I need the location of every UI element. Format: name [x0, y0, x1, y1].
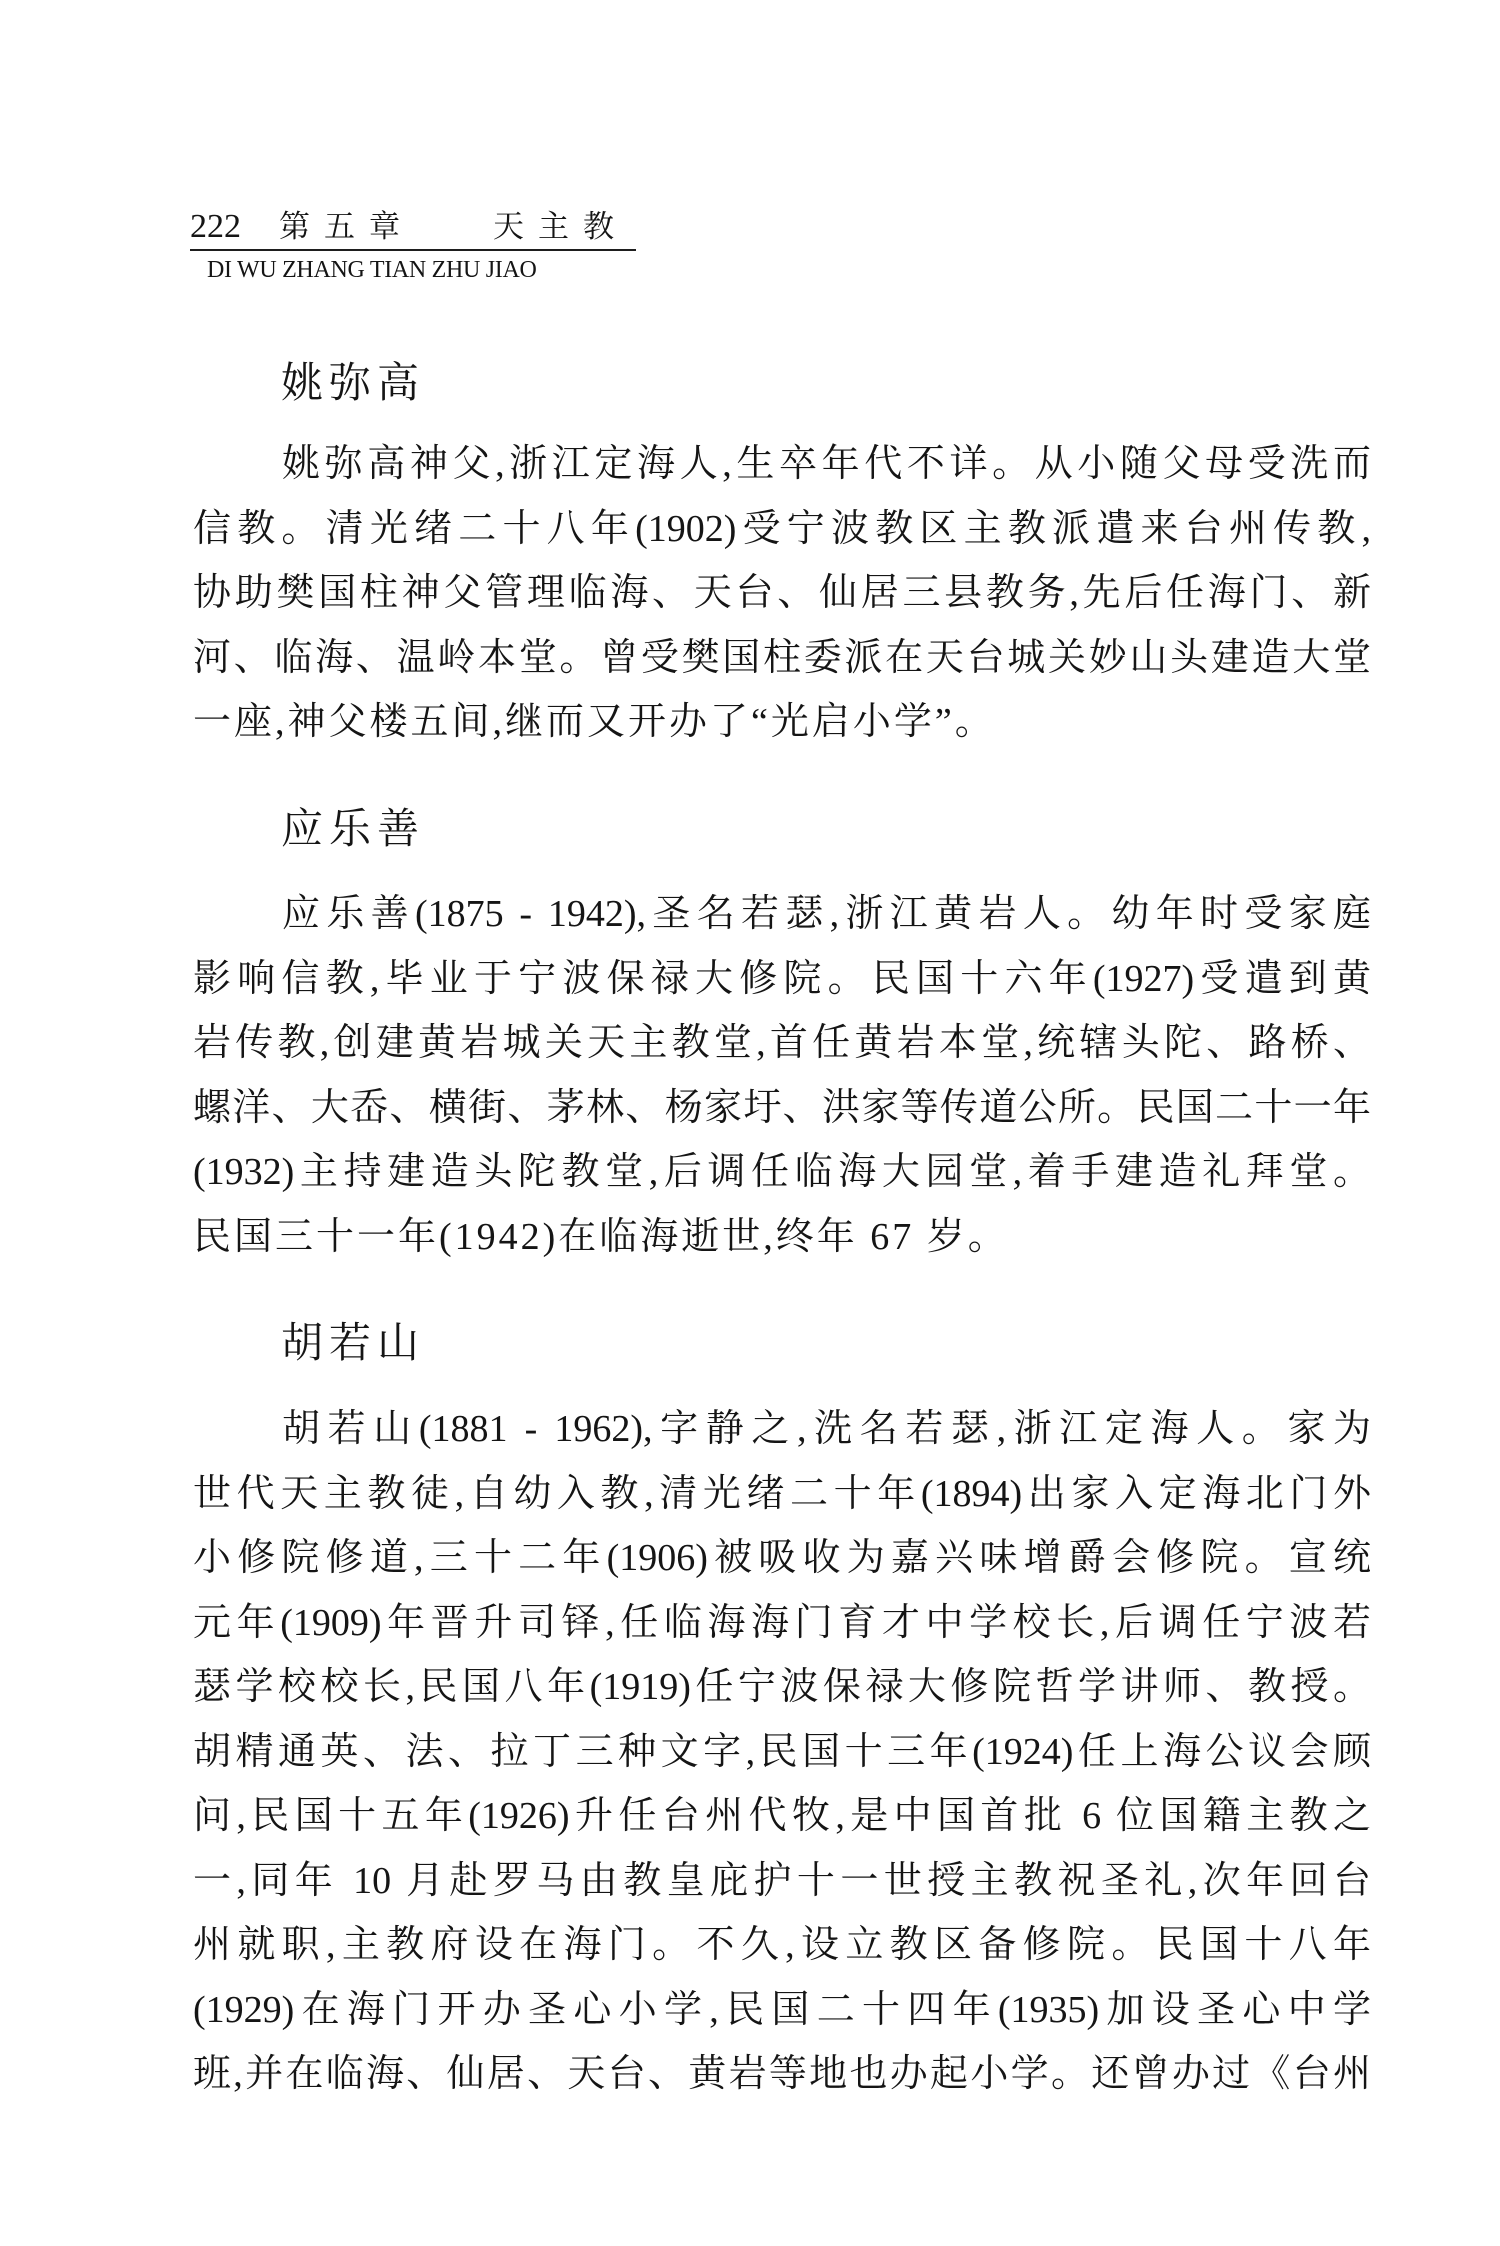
biography-paragraph-ying-leshan: [193, 882, 1371, 1269]
chapter-label: 第五章: [279, 209, 414, 245]
paragraph-line: 胡精通英、法、拉丁三种文字,民国十三年(1924)任上海公议会顾: [193, 1730, 1371, 1773]
paragraph-line: (1932)主持建造头陀教堂,后调任临海大园堂,着手建造礼拜堂。: [193, 1151, 1371, 1193]
paragraph-line: 世代天主教徒,自幼入教,清光绪二十年(1894)出家入定海北门外: [193, 1472, 1371, 1515]
paragraph-line: 小修院修道,三十二年(1906)被吸收为嘉兴味增爵会修院。宣统: [193, 1537, 1371, 1579]
chapter-pinyin: DI WU ZHANG TIAN ZHU JIAO: [207, 257, 537, 283]
paragraph-line: 班,并在临海、仙居、天台、黄岩等地也办起小学。还曾办过《台州: [193, 2053, 1371, 2095]
paragraph-line: 信教。清光绪二十八年(1902)受宁波教区主教派遣来台州传教,: [193, 507, 1371, 550]
paragraph-line: 螺洋、大岙、横街、茅林、杨家圩、洪家等传道公所。民国二十一年: [193, 1086, 1371, 1129]
running-head: [190, 205, 636, 251]
paragraph-line: 州就职,主教府设在海门。不久,设立教区备修院。民国十八年: [193, 1924, 1371, 1966]
paragraph-line: 应乐善(1875 - 1942),圣名若瑟,浙江黄岩人。幼年时受家庭: [282, 893, 1371, 935]
paragraph-line: 元年(1909)年晋升司铎,任临海海门育才中学校长,后调任宁波若: [193, 1601, 1371, 1644]
paragraph-line: 影响信教,毕业于宁波保禄大修院。民国十六年(1927)受遣到黄: [193, 957, 1371, 1000]
paragraph-line: 胡若山(1881 - 1962),字静之,洗名若瑟,浙江定海人。家为: [282, 1408, 1371, 1450]
paragraph-line: (1929)在海门开办圣心小学,民国二十四年(1935)加设圣心中学: [193, 1988, 1371, 2031]
paragraph-line: 岩传教,创建黄岩城关天主教堂,首任黄岩本堂,统辖头陀、路桥、: [193, 1022, 1371, 1064]
section-heading-hu-ruoshan: 胡若山: [281, 1318, 426, 1367]
paragraph-line: 河、临海、温岭本堂。曾受樊国柱委派在天台城关妙山头建造大堂: [193, 636, 1371, 679]
paragraph-line: 一座,神父楼五间,继而又开办了“光启小学”。: [193, 701, 996, 743]
paragraph-line: 姚弥高神父,浙江定海人,生卒年代不详。从小随父母受洗而: [282, 443, 1371, 485]
paragraph-line: 问,民国十五年(1926)升任台州代牧,是中国首批 6 位国籍主教之: [193, 1795, 1371, 1837]
paragraph-line: 民国三十一年(1942)在临海逝世,终年 67 岁。: [193, 1215, 1009, 1258]
paragraph-line: 协助樊国柱神父管理临海、天台、仙居三县教务,先后任海门、新: [193, 572, 1371, 614]
section-heading-yao-migao: 姚弥高: [281, 358, 426, 407]
paragraph-line: 一,同年 10 月赴罗马由教皇庇护十一世授主教祝圣礼,次年回台: [193, 1859, 1371, 1902]
biography-paragraph-hu-ruoshan: [193, 1397, 1371, 2107]
chapter-title: 天主教: [493, 209, 628, 245]
page-number: 222: [190, 208, 241, 245]
biography-paragraph-yao-migao: [193, 432, 1371, 755]
section-heading-ying-leshan: 应乐善: [281, 804, 426, 853]
paragraph-line: 瑟学校校长,民国八年(1919)任宁波保禄大修院哲学讲师、教授。: [193, 1666, 1371, 1708]
